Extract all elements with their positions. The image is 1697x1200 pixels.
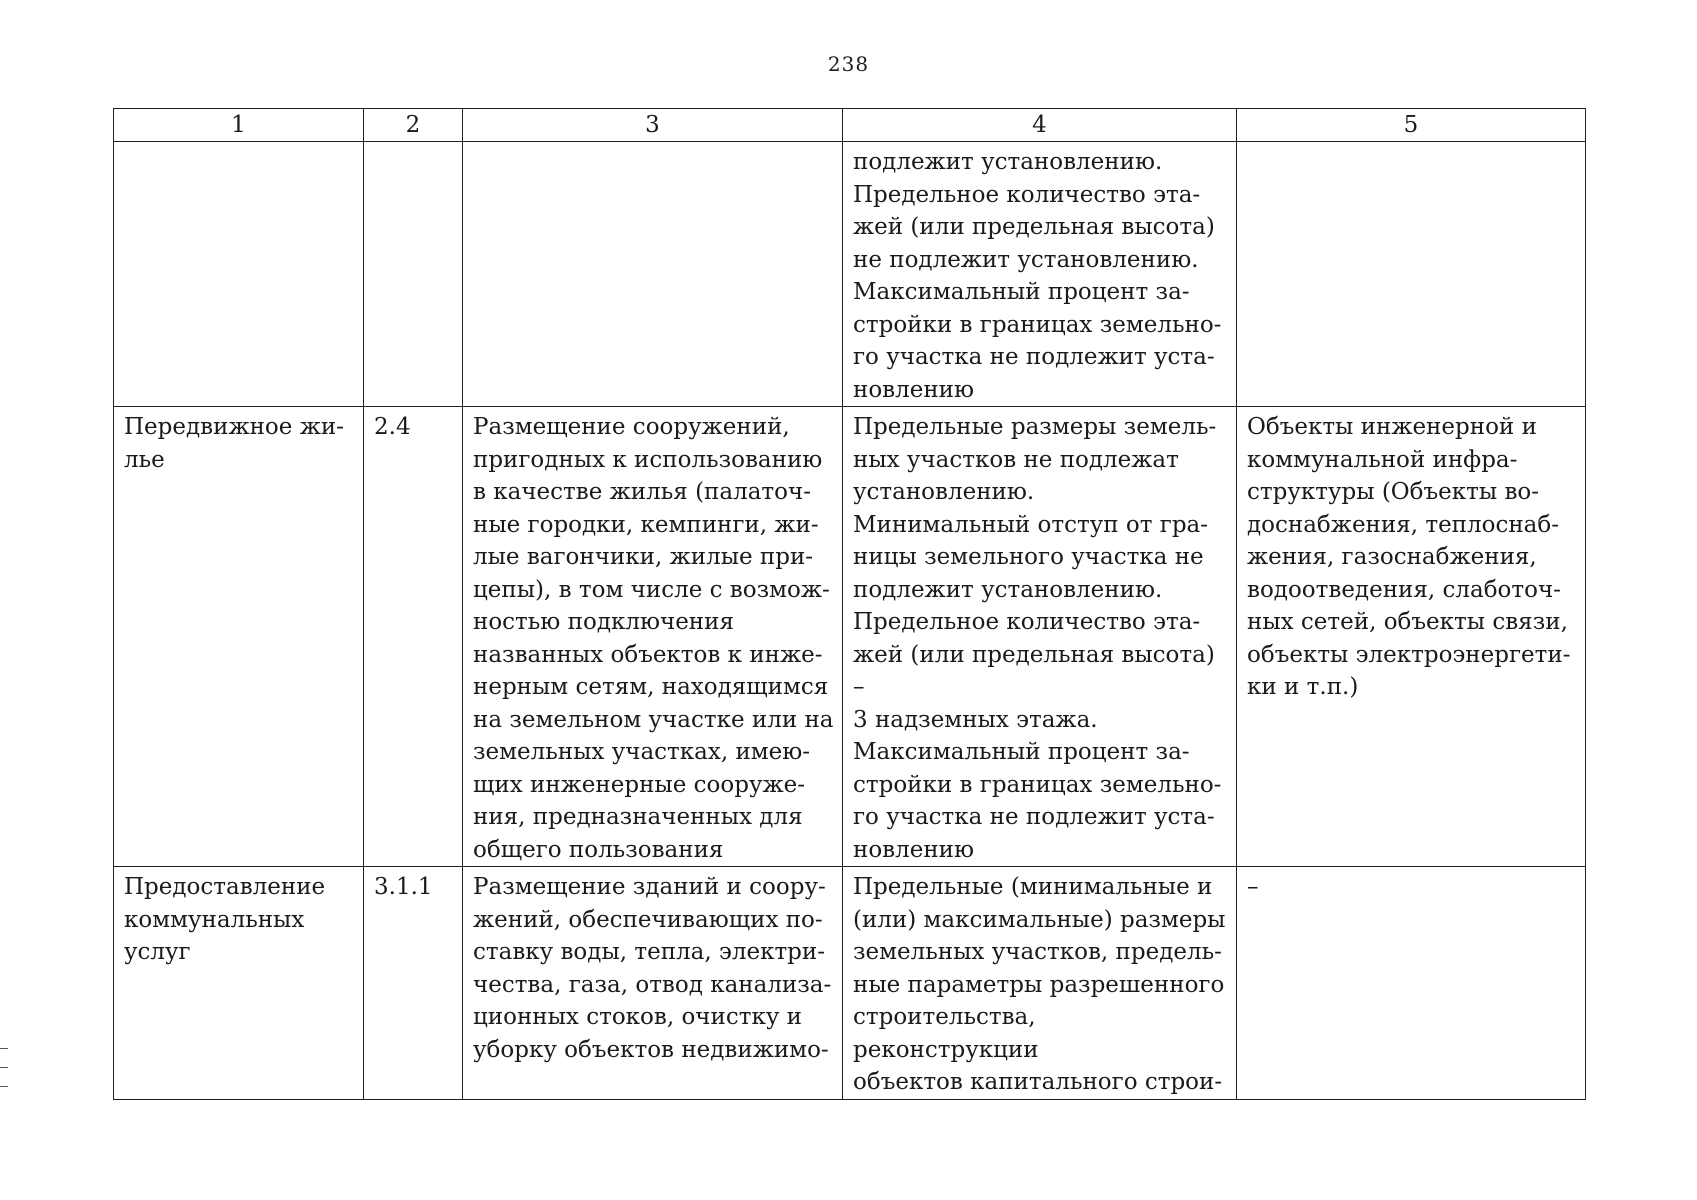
cell-name: Передвижное жи- лье <box>114 407 364 867</box>
cell-code: 2.4 <box>364 407 463 867</box>
table-row <box>114 142 1586 407</box>
header-col-3: 3 <box>463 109 843 142</box>
cell-code <box>364 142 463 407</box>
cell-code: 3.1.1 <box>364 867 463 1100</box>
scan-mark <box>0 1086 8 1087</box>
header-col-5: 5 <box>1237 109 1586 142</box>
cell-name <box>114 142 364 407</box>
cell-auxiliary <box>1237 142 1586 407</box>
header-col-4: 4 <box>843 109 1237 142</box>
cell-parameters: подлежит установлению. Предельное количество эта- жей (или предельная высота) не подлежит установлению. Максимальный процент за- стройки в границах земельно- го участка не подлежит уста- новлению <box>843 142 1237 407</box>
cell-parameters: Предельные размеры земель- ных участков не подлежат установлению. Минимальный отступ от гра- ницы земельного участка не подлежит установлению. Предельное количество эта- жей (или предельная высота) – 3 надземных этажа. Максимальный процент за- стройки в границах земельно- го участка не подлежит уста- новлению <box>843 407 1237 867</box>
cell-description: Размещение зданий и соору- жений, обеспечивающих по- ставку воды, тепла, электри- чества, газа, отвод канализа- ционных стоков, очистку и уборку объектов недвижимо- <box>463 867 843 1100</box>
header-col-2: 2 <box>364 109 463 142</box>
cell-description: Размещение сооружений, пригодных к использованию в качестве жилья (палаточ- ные городки, кемпинги, жи- лые вагончики, жилые при- цепы), в том числе с возмож- ностью подключения названных объектов к инже- нерным сетям, находящимся на земельном участке или на земельных участках, имею- щих инженерные сооруже- ния, предназначенных для общего пользования <box>463 407 843 867</box>
cell-parameters: Предельные (минимальные и (или) максимальные) размеры земельных участков, предель- ные параметры разрешенного строительства, реконструкции объектов капитального строи- <box>843 867 1237 1100</box>
table-header-row <box>114 109 1586 142</box>
cell-auxiliary: Объекты инженерной и коммунальной инфра- структуры (Объекты во- доснабжения, теплоснаб- жения, газоснабжения, водоотведения, слаботоч- ных сетей, объекты связи, объекты электроэнергети- ки и т.п.) <box>1237 407 1586 867</box>
page-number: 238 <box>827 52 870 76</box>
cell-name: Предоставление коммунальных услуг <box>114 867 364 1100</box>
cell-auxiliary: – <box>1237 867 1586 1100</box>
scan-mark <box>0 1067 8 1068</box>
zoning-table <box>113 108 1586 1100</box>
table-row <box>114 867 1586 1100</box>
cell-description <box>463 142 843 407</box>
scan-edge-marks <box>0 1048 10 1105</box>
header-col-1: 1 <box>114 109 364 142</box>
table-row <box>114 407 1586 867</box>
scan-mark <box>0 1048 8 1049</box>
